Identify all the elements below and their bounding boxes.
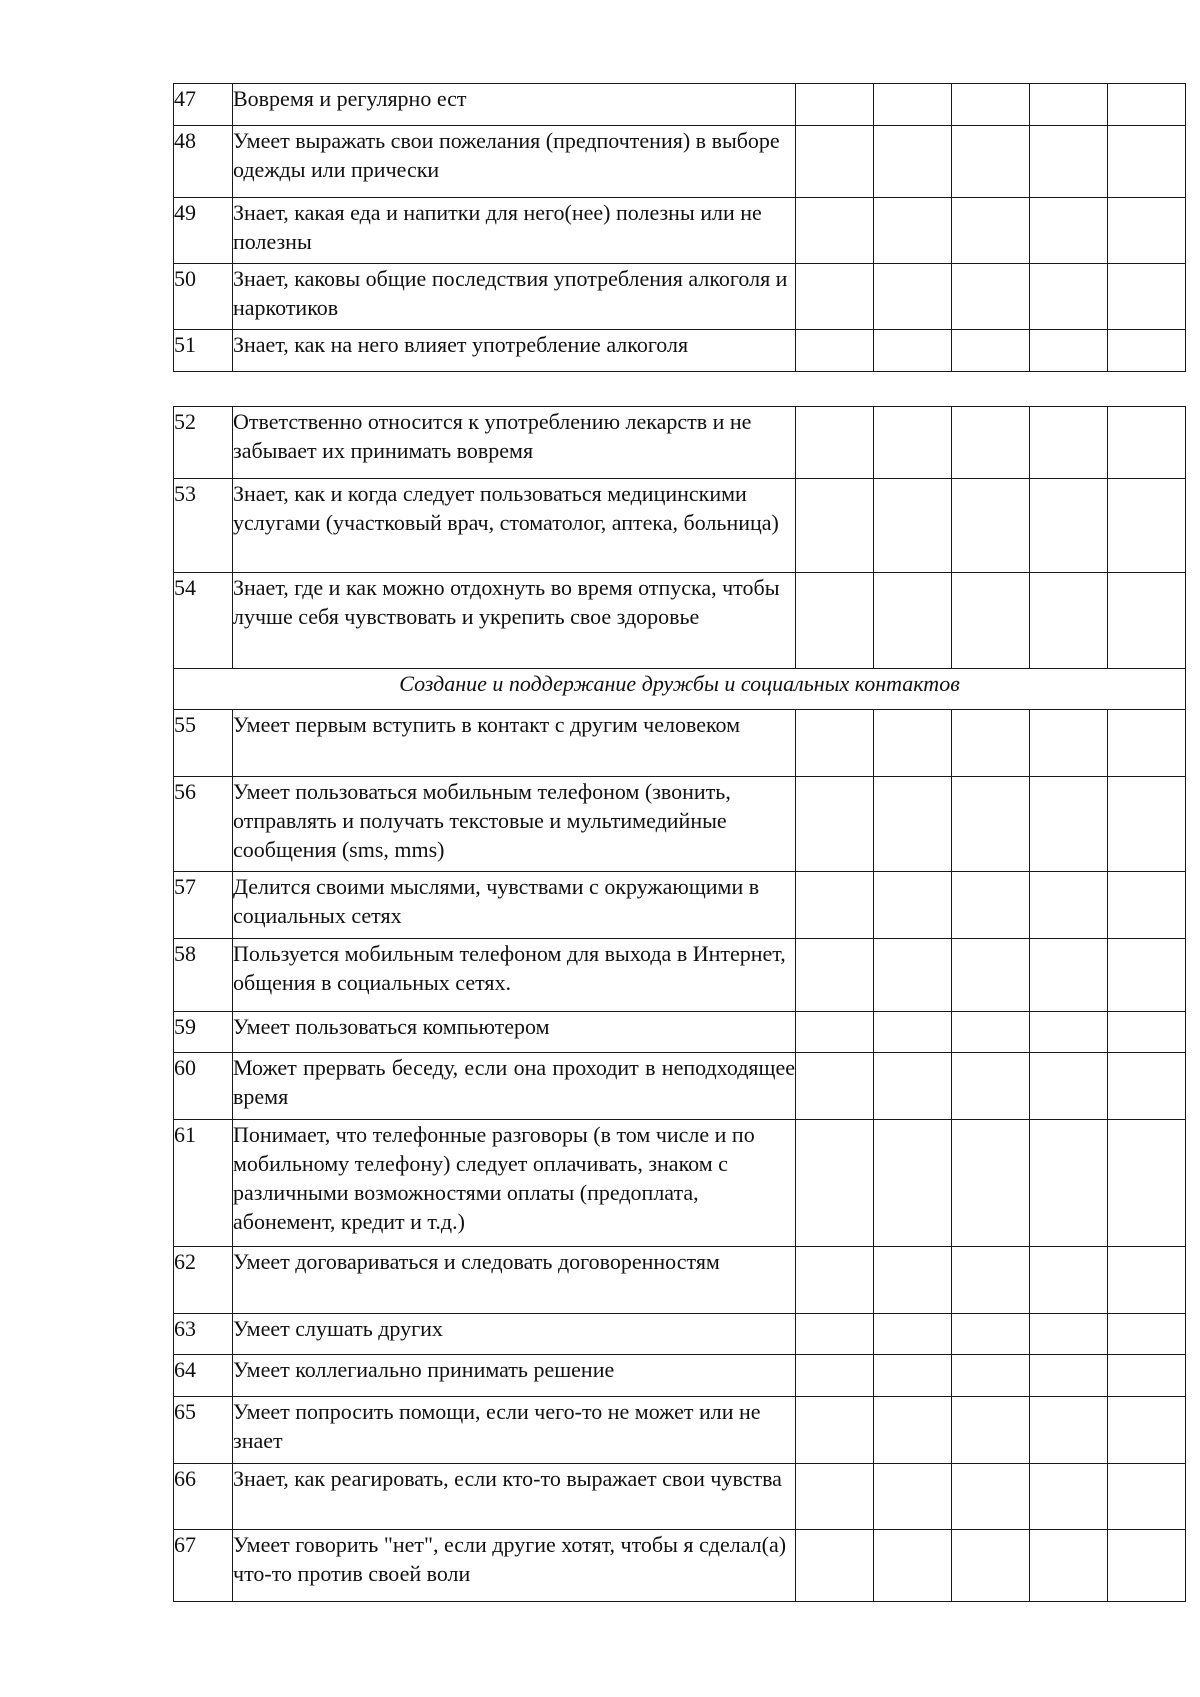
- table-row: [174, 1012, 1186, 1053]
- rating-cell[interactable]: [1030, 264, 1108, 330]
- rating-cell[interactable]: [1108, 330, 1186, 372]
- rating-cell[interactable]: [796, 1314, 874, 1355]
- item-description: Умеет договариваться и следовать договоренностям: [233, 1247, 796, 1314]
- table-row: [174, 1464, 1186, 1530]
- item-description: Умеет первым вступить в контакт с другим человеком: [233, 710, 796, 777]
- rating-cell[interactable]: [874, 1530, 952, 1602]
- item-number: 54: [174, 573, 233, 669]
- rating-cell[interactable]: [1030, 1397, 1108, 1464]
- rating-cell[interactable]: [796, 126, 874, 198]
- rating-cell[interactable]: [796, 1247, 874, 1314]
- rating-cell[interactable]: [952, 872, 1030, 939]
- rating-cell[interactable]: [874, 1120, 952, 1247]
- rating-cell[interactable]: [952, 1397, 1030, 1464]
- rating-cell[interactable]: [1108, 1012, 1186, 1053]
- item-number: 55: [174, 710, 233, 777]
- rating-cell[interactable]: [1030, 479, 1108, 573]
- rating-cell[interactable]: [874, 479, 952, 573]
- rating-cell[interactable]: [874, 1053, 952, 1120]
- rating-cell[interactable]: [796, 1397, 874, 1464]
- rating-cell[interactable]: [952, 939, 1030, 1012]
- rating-cell[interactable]: [874, 573, 952, 669]
- table-row: [174, 710, 1186, 777]
- item-number: 61: [174, 1120, 233, 1247]
- item-description: Может прервать беседу, если она проходит в неподходящее время: [233, 1053, 796, 1120]
- rating-cell[interactable]: [796, 264, 874, 330]
- rating-cell[interactable]: [874, 710, 952, 777]
- rating-cell[interactable]: [952, 710, 1030, 777]
- rating-cell[interactable]: [1030, 126, 1108, 198]
- item-number: 67: [174, 1530, 233, 1602]
- rating-cell[interactable]: [1108, 573, 1186, 669]
- rating-cell[interactable]: [952, 573, 1030, 669]
- item-number: 62: [174, 1247, 233, 1314]
- item-number: 53: [174, 479, 233, 573]
- rating-cell[interactable]: [796, 84, 874, 126]
- rating-cell[interactable]: [1030, 710, 1108, 777]
- rating-cell[interactable]: [796, 1355, 874, 1397]
- table-row: [174, 573, 1186, 669]
- rating-cell[interactable]: [874, 1355, 952, 1397]
- rating-cell[interactable]: [874, 939, 952, 1012]
- rating-cell[interactable]: [952, 1012, 1030, 1053]
- rating-cell[interactable]: [1108, 872, 1186, 939]
- rating-cell[interactable]: [796, 330, 874, 372]
- rating-cell[interactable]: [1108, 1397, 1186, 1464]
- item-description: Умеет пользоваться мобильным телефоном (звонить, отправлять и получать текстовые и мультимедийные сообщения (sms, mms): [233, 777, 796, 872]
- rating-cell[interactable]: [1030, 84, 1108, 126]
- table-row: [174, 1397, 1186, 1464]
- rating-cell[interactable]: [1030, 1012, 1108, 1053]
- rating-cell[interactable]: [1030, 198, 1108, 264]
- rating-cell[interactable]: [796, 1120, 874, 1247]
- item-number: 52: [174, 407, 233, 479]
- rating-cell[interactable]: [874, 407, 952, 479]
- item-description: Умеет слушать других: [233, 1314, 796, 1355]
- rating-cell[interactable]: [796, 939, 874, 1012]
- table-row: [174, 872, 1186, 939]
- rating-cell[interactable]: [874, 777, 952, 872]
- item-description: Знает, как и когда следует пользоваться медицинскими услугами (участковый врач, стоматолог, аптека, больница): [233, 479, 796, 573]
- rating-cell[interactable]: [952, 1530, 1030, 1602]
- item-description: Знает, какая еда и напитки для него(нее) полезны или не полезны: [233, 198, 796, 264]
- rating-cell[interactable]: [952, 777, 1030, 872]
- rating-cell[interactable]: [796, 198, 874, 264]
- rating-cell[interactable]: [1108, 1464, 1186, 1530]
- item-number: 65: [174, 1397, 233, 1464]
- rating-cell[interactable]: [952, 126, 1030, 198]
- rating-cell[interactable]: [796, 573, 874, 669]
- table-row: [174, 939, 1186, 1012]
- rating-cell[interactable]: [952, 264, 1030, 330]
- rating-cell[interactable]: [952, 84, 1030, 126]
- item-description: Умеет попросить помощи, если чего-то не может или не знает: [233, 1397, 796, 1464]
- table-row: [174, 330, 1186, 372]
- rating-cell[interactable]: [1108, 407, 1186, 479]
- table-row: [174, 126, 1186, 198]
- rating-cell[interactable]: [1108, 198, 1186, 264]
- item-description: Пользуется мобильным телефоном для выхода в Интернет, общения в социальных сетях.: [233, 939, 796, 1012]
- item-description: Вовремя и регулярно ест: [233, 84, 796, 126]
- item-number: 49: [174, 198, 233, 264]
- rating-cell[interactable]: [874, 1397, 952, 1464]
- item-number: 66: [174, 1464, 233, 1530]
- item-description: Понимает, что телефонные разговоры (в том числе и по мобильному телефону) следует оплачивать, знаком с различными возможностями оплаты (предоплата, абонемент, кредит и т.д.): [233, 1120, 796, 1247]
- rating-cell[interactable]: [874, 126, 952, 198]
- item-number: 56: [174, 777, 233, 872]
- table-row: [174, 479, 1186, 573]
- rating-cell[interactable]: [952, 1464, 1030, 1530]
- item-number: 58: [174, 939, 233, 1012]
- rating-cell[interactable]: [952, 1247, 1030, 1314]
- item-number: 51: [174, 330, 233, 372]
- rating-cell[interactable]: [874, 1314, 952, 1355]
- rating-cell[interactable]: [952, 1120, 1030, 1247]
- rating-cell[interactable]: [796, 872, 874, 939]
- rating-cell[interactable]: [1108, 264, 1186, 330]
- table-row: [174, 1247, 1186, 1314]
- rating-cell[interactable]: [1030, 1314, 1108, 1355]
- rating-cell[interactable]: [952, 1355, 1030, 1397]
- table-row: [174, 84, 1186, 126]
- rating-cell[interactable]: [1030, 872, 1108, 939]
- rating-cell[interactable]: [874, 1012, 952, 1053]
- item-number: 63: [174, 1314, 233, 1355]
- rating-cell[interactable]: [1108, 1120, 1186, 1247]
- rating-cell[interactable]: [796, 407, 874, 479]
- rating-cell[interactable]: [796, 777, 874, 872]
- item-number: 64: [174, 1355, 233, 1397]
- rating-cell[interactable]: [952, 1314, 1030, 1355]
- table-row: [174, 407, 1186, 479]
- item-description: Ответственно относится к употреблению лекарств и не забывает их принимать вовремя: [233, 407, 796, 479]
- rating-cell[interactable]: [874, 264, 952, 330]
- rating-cell[interactable]: [1108, 1053, 1186, 1120]
- table-row: [174, 198, 1186, 264]
- rating-cell[interactable]: [1108, 1530, 1186, 1602]
- rating-cell[interactable]: [1108, 1247, 1186, 1314]
- rating-cell[interactable]: [952, 479, 1030, 573]
- table-row: [174, 1314, 1186, 1355]
- rating-cell[interactable]: [1030, 1464, 1108, 1530]
- item-description: Знает, каковы общие последствия употребления алкоголя и наркотиков: [233, 264, 796, 330]
- rating-cell[interactable]: [1030, 939, 1108, 1012]
- rating-cell[interactable]: [1108, 479, 1186, 573]
- rating-cell[interactable]: [1030, 330, 1108, 372]
- item-description: Знает, как на него влияет употребление алкоголя: [233, 330, 796, 372]
- rating-cell[interactable]: [1030, 1120, 1108, 1247]
- item-description: Знает, где и как можно отдохнуть во время отпуска, чтобы лучше себя чувствовать и укрепить свое здоровье: [233, 573, 796, 669]
- checklist-table-top: [173, 83, 1186, 372]
- rating-cell[interactable]: [1108, 710, 1186, 777]
- table-row: [174, 1530, 1186, 1602]
- item-description: Умеет говорить "нет", если другие хотят, чтобы я сделал(а) что-то против своей воли: [233, 1530, 796, 1602]
- item-number: 47: [174, 84, 233, 126]
- item-description: Знает, как реагировать, если кто-то выражает свои чувства: [233, 1464, 796, 1530]
- rating-cell[interactable]: [1108, 84, 1186, 126]
- rating-cell[interactable]: [952, 1053, 1030, 1120]
- rating-cell[interactable]: [1030, 1247, 1108, 1314]
- rating-cell[interactable]: [796, 1530, 874, 1602]
- rating-cell[interactable]: [874, 198, 952, 264]
- checklist-table-bottom: [173, 406, 1186, 1602]
- rating-cell[interactable]: [1108, 777, 1186, 872]
- rating-cell[interactable]: [1108, 939, 1186, 1012]
- rating-cell[interactable]: [874, 84, 952, 126]
- rating-cell[interactable]: [796, 710, 874, 777]
- item-description: Делится своими мыслями, чувствами с окружающими в социальных сетях: [233, 872, 796, 939]
- item-number: 48: [174, 126, 233, 198]
- rating-cell[interactable]: [1030, 777, 1108, 872]
- rating-cell[interactable]: [874, 872, 952, 939]
- section-title: Создание и поддержание дружбы и социальных контактов: [174, 669, 1186, 710]
- item-description: Умеет пользоваться компьютером: [233, 1012, 796, 1053]
- item-number: 59: [174, 1012, 233, 1053]
- rating-cell[interactable]: [796, 1053, 874, 1120]
- item-number: 57: [174, 872, 233, 939]
- table-row: [174, 1053, 1186, 1120]
- rating-cell[interactable]: [874, 330, 952, 372]
- rating-cell[interactable]: [952, 407, 1030, 479]
- rating-cell[interactable]: [1108, 126, 1186, 198]
- rating-cell[interactable]: [1030, 1355, 1108, 1397]
- rating-cell[interactable]: [952, 198, 1030, 264]
- item-description: Умеет выражать свои пожелания (предпочтения) в выборе одежды или прически: [233, 126, 796, 198]
- rating-cell[interactable]: [1108, 1355, 1186, 1397]
- table-row: [174, 1355, 1186, 1397]
- rating-cell[interactable]: [1030, 407, 1108, 479]
- rating-cell[interactable]: [1108, 1314, 1186, 1355]
- rating-cell[interactable]: [1030, 1530, 1108, 1602]
- item-number: 50: [174, 264, 233, 330]
- item-description: Умеет коллегиально принимать решение: [233, 1355, 796, 1397]
- section-header-row: [174, 669, 1186, 710]
- item-number: 60: [174, 1053, 233, 1120]
- rating-cell[interactable]: [796, 479, 874, 573]
- rating-cell[interactable]: [796, 1464, 874, 1530]
- rating-cell[interactable]: [952, 330, 1030, 372]
- rating-cell[interactable]: [874, 1464, 952, 1530]
- table-row: [174, 777, 1186, 872]
- rating-cell[interactable]: [796, 1012, 874, 1053]
- rating-cell[interactable]: [1030, 1053, 1108, 1120]
- table-row: [174, 264, 1186, 330]
- rating-cell[interactable]: [1030, 573, 1108, 669]
- table-row: [174, 1120, 1186, 1247]
- rating-cell[interactable]: [874, 1247, 952, 1314]
